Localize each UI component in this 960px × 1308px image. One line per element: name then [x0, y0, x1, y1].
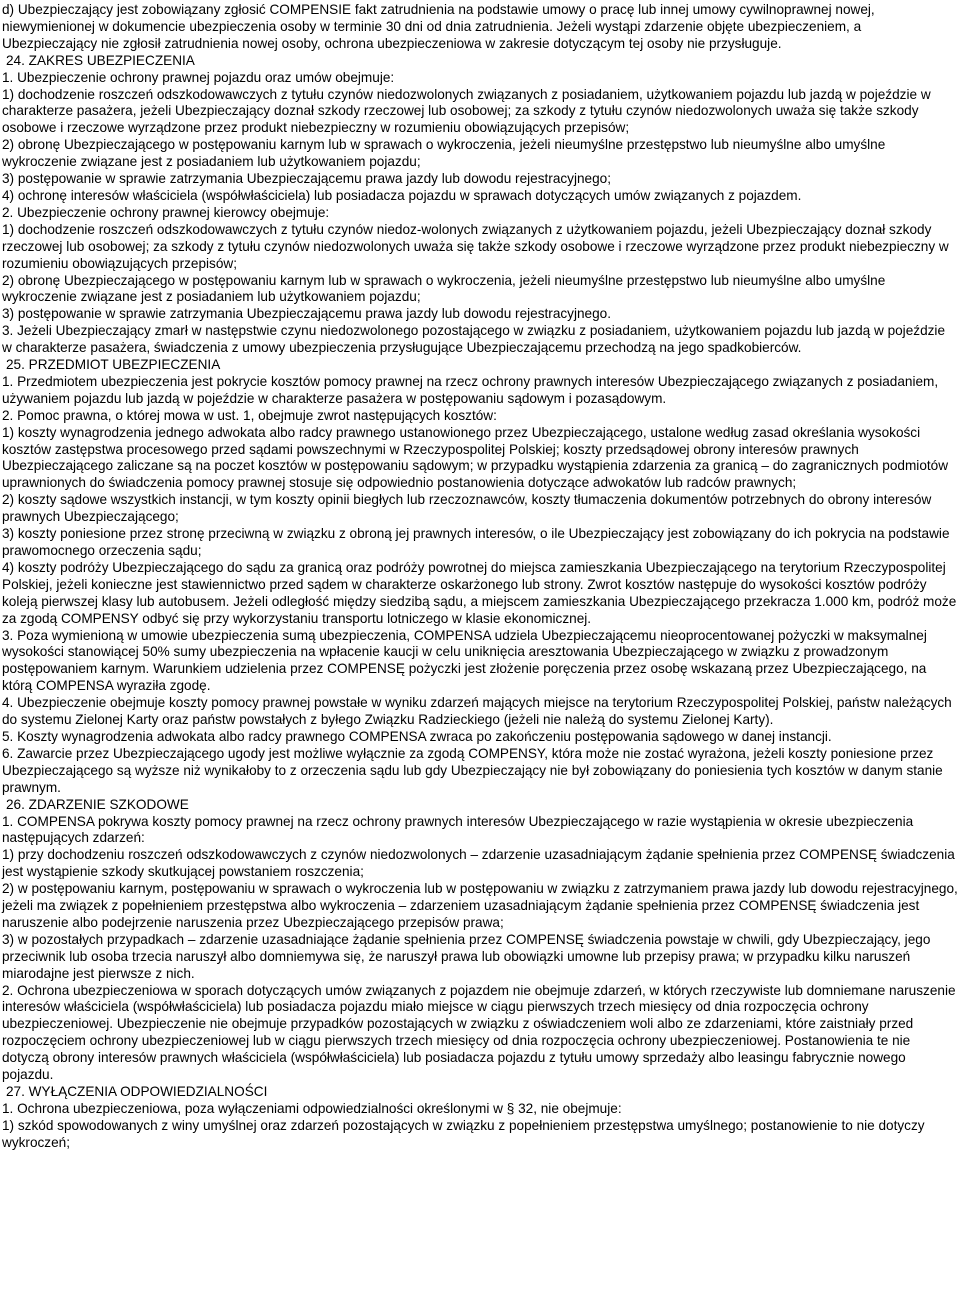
paragraph: 1) dochodzenie roszczeń odszkodowawczych z tytułu czynów niedoz-wolonych związanych z użytkowaniem pojazdu, jeżeli Ubezpieczający doznał szkody rzeczowej lub osobowej; za szkody z tytułu czynów niedozwolonych uważa się także szkody osobowe i rzeczowe wyrządzone przez produkt niebezpieczny w rozumieniu obowiązujących przepisów;	[2, 221, 949, 271]
paragraph: 1) szkód spowodowanych z winy umyślnej oraz zdarzeń pozostających w związku z popełnieniem przestępstwa umyślnego; postanowienie to nie dotyczy wykroczeń;	[2, 1117, 925, 1150]
paragraph: 2) w postępowaniu karnym, postępowaniu w sprawach o wykroczenia lub w postępowaniu w związku z zatrzymaniem prawa jazdy lub dowodu rejestracyjnego, jeżeli ma związek z popełnieniem przestępstwa albo wykroczenia – zdarzeniem uzasadniającym żądanie spełnienia przez COMPENSĘ świadczenia jest naruszenie albo podejrzenie naruszenia przez Ubezpieczającego przepisów prawa;	[2, 881, 958, 930]
section-heading-text: 26. ZDARZENIE SZKODOWE	[6, 796, 189, 812]
paragraph: 3. Jeżeli Ubezpieczający zmarł w następstwie czynu niedozwolonego pozostającego w związku z posiadaniem, użytkowaniem pojazdu lub jazdą w pojeździe w charakterze pasażera, świadczenia z umowy ubezpieczenia przysługujące Ubezpieczającemu przechodzą na jego spadkobierców.	[2, 323, 945, 356]
paragraph: 2) koszty sądowe wszystkich instancji, w tym koszty opinii biegłych lub rzeczoznawców, koszty tłumaczenia dokumentów potrzebnych do obrony interesów prawnych Ubezpieczającego;	[2, 492, 932, 525]
section-heading-text: 24. ZAKRES UBEZPIECZENIA	[6, 52, 195, 68]
paragraph: 3) koszty poniesione przez stronę przeciwną w związku z obroną jej prawnych interesów, o ile Ubezpieczający jest zobowiązany do ich pokrycia na podstawie prawomocnego orzeczenia sądu;	[2, 526, 950, 558]
paragraph: 6. Zawarcie przez Ubezpieczającego ugody jest możliwe wyłącznie za zgodą COMPENSY, która może nie zostać wyrażona, jeżeli koszty poniesione przez Ubezpieczającego są wyższe niż wynikałoby to z orzeczenia sądu lub gdy Ubezpieczający nie był zobowiązany do poniesienia tych kosztów w danym stanie prawnym.	[2, 745, 943, 795]
paragraph: 1. Ubezpieczenie ochrony prawnej pojazdu oraz umów obejmuje:	[2, 69, 395, 85]
paragraph: 1. Przedmiotem ubezpieczenia jest pokrycie kosztów pomocy prawnej na rzecz ochrony prawnych interesów Ubezpieczającego związanych z posiadaniem, używaniem pojazdu lub jazdą w pojeździe w charakterze pasażera w postępowaniu sądowym i pozasądowym.	[2, 373, 939, 406]
intro-paragraph: d) Ubezpieczający jest zobowiązany zgłosić COMPENSIE fakt zatrudnienia na podstawie umowy o pracę lub innej umowy cywilnoprawnej nowej, niewymienionej w dokumencie ubezpieczenia osoby w terminie 30 dni od dnia zatrudnienia. Jeżeli wystąpi zdarzenie objęte ubezpieczeniem, a Ubezpieczający nie zgłosił zatrudnienia nowej osoby, ochrona ubezpieczeniowa w zakresie dotyczącym tej osoby nie przysługuje.	[2, 2, 875, 51]
paragraph: 1. Ochrona ubezpieczeniowa, poza wyłączeniami odpowiedzialności określonymi w § 32, nie obejmuje:	[2, 1100, 622, 1116]
section-heading	[2, 357, 958, 374]
paragraph: 1) przy dochodzeniu roszczeń odszkodowawczych z czynów niedozwolonych – zdarzenie uzasadniającym żądanie spełnienia przez COMPENSĘ świadczenia jest wystąpienie szkody skutkującej powstaniem roszczenia;	[2, 847, 955, 880]
paragraph: 5. Koszty wynagrodzenia adwokata albo radcy prawnego COMPENSA zwraca po zakończeniu postępowania sądowego w danej instancji.	[2, 728, 832, 744]
section-heading	[2, 1084, 958, 1101]
section-26	[2, 797, 958, 1084]
paragraph: 2) obronę Ubezpieczającego w postępowaniu karnym lub w sprawach o wykroczenia, jeżeli nieumyślne przestępstwo lub nieumyślne albo umyślne wykroczenie związane jest z posiadaniem lub użytkowaniem pojazdu;	[2, 272, 886, 305]
paragraph: 2. Ubezpieczenie ochrony prawnej kierowcy obejmuje:	[2, 204, 330, 220]
paragraph: 2. Pomoc prawna, o której mowa w ust. 1, obejmuje zwrot następujących kosztów:	[2, 407, 497, 423]
section-27	[2, 1084, 958, 1152]
paragraph: 3) w pozostałych przypadkach – zdarzenie uzasadniające żądanie spełnienia przez COMPENSĘ świadczenia powstaje w chwili, gdy Ubezpieczający, jego przeciwnik lub osoba trzecia naruszył albo domniemywa się, że naruszył prawa lub obowiązki umowne lub przepisy prawa; w przypadku kilku naruszeń miarodajne jest pierwsze z nich.	[2, 931, 931, 981]
paragraph: 4) koszty podróży Ubezpieczającego do sądu za granicą oraz podróży powrotnej do miejsca zamieszkania Ubezpieczającego na terytorium Rzeczypospolitej Polskiej, jeżeli konieczne jest stawiennictwo przed sądem w charakterze oskarżonego lub strony. Zwrot kosztów następuje do wysokości kosztów podróży koleją pierwszej klasy lub autobusem. Jeżeli odległość między siedzibą sądu, a miejscem zamieszkania Ubezpieczającego przekracza 1.000 km, podróż może za zgodą COMPENSY odbyć się przy wykorzystaniu transportu lotniczego w klasie ekonomicznej.	[2, 559, 957, 626]
section-heading-text: 25. PRZEDMIOT UBEZPIECZENIA	[6, 357, 221, 373]
section-heading	[2, 797, 958, 814]
paragraph: 1) koszty wynagrodzenia jednego adwokata albo radcy prawnego ustanowionego przez Ubezpieczającego, ustalone według zasad określania wysokości kosztów zastępstwa procesowego przed sądami powszechnymi w Rzeczypospolitej Polskiej; koszty przedsądowej obrony interesów prawnych Ubezpieczającego zaliczane są na poczet kosztów w postępowaniu sądowym; w przypadku wystąpienia zdarzenia za granicą – do zagranicznych podmiotów uprawnionych do świadczenia pomocy prawnej stosuje się odpowiednio postanowienia dotyczące adwokatów lub radców prawnych;	[2, 424, 949, 491]
paragraph: 1. COMPENSA pokrywa koszty pomocy prawnej na rzecz ochrony prawnych interesów Ubezpieczającego w razie wystąpienia w okresie ubezpieczenia następujących zdarzeń:	[2, 813, 914, 846]
paragraph: 3) postępowanie w sprawie zatrzymania Ubezpieczającemu prawa jazdy lub dowodu rejestracyjnego.	[2, 306, 612, 322]
paragraph: 2) obronę Ubezpieczającego w postępowaniu karnym lub w sprawach o wykroczenia, jeżeli nieumyślne przestępstwo lub nieumyślne albo umyślne wykroczenie związane jest z posiadaniem lub użytkowaniem pojazdu;	[2, 137, 886, 170]
paragraph: 2. Ochrona ubezpieczeniowa w sporach dotyczących umów związanych z pojazdem nie obejmuje zdarzeń, w których rzeczywiste lub domniemane naruszenie interesów właściciela (współwłaściciela) lub posiadacza pojazdu miało miejsce w ciągu pierwszych trzech miesięcy od dnia rozpoczęcia ochrony ubezpieczeniowej. Ubezpieczenie nie obejmuje przypadków pozostających w związku z oświadczeniem woli albo ze zdarzeniami, które zaistniały przed rozpoczęciem ochrony ubezpieczeniowej lub w ciągu pierwszych trzech miesięcy od dnia rozpoczęcia ochrony ubezpieczeniowej. Postanowienia te nie dotyczą obrony interesów prawnych właściciela (współwłaściciela) lub posiadacza pojazdu z tytułu umowy sprzedaży albo leasingu fabrycznie nowego pojazdu.	[2, 982, 956, 1083]
paragraph: 1) dochodzenie roszczeń odszkodowawczych z tytułu czynów niedozwolonych związanych z posiadaniem, użytkowaniem pojazdu lub jazdą w pojeździe w charakterze pasażera, jeżeli Ubezpieczający doznał szkody rzeczowej lub osobowej; za szkody z tytułu czynów niedozwolonych uważa się także szkody osobowe i rzeczowe wyrządzone przez produkt niebezpieczny w rozumieniu obowiązujących przepisów;	[2, 86, 931, 136]
section-heading-text: 27. WYŁĄCZENIA ODPOWIEDZIALNOŚCI	[6, 1084, 268, 1099]
section-25	[2, 357, 958, 797]
document-page	[2, 2, 958, 1152]
paragraph: 3. Poza wymienioną w umowie ubezpieczenia sumą ubezpieczenia, COMPENSA udziela Ubezpieczającemu nieoprocentowanej pożyczki w maksymalnej wysokości stanowiącej 50% sumy ubezpieczenia na wpłacenie kaucji w celu uniknięcia aresztowania Ubezpieczającego w związku z prowadzonym postępowaniem karnym. Warunkiem udzielenia przez COMPENSĘ pożyczki jest złożenie poręczenia przez osobę wskazaną przez Ubezpieczającego, na którą COMPENSA wyraziła zgodę.	[2, 627, 927, 694]
paragraph: 4) ochronę interesów właściciela (współwłaściciela) lub posiadacza pojazdu w sprawach dotyczących umów związanych z pojazdem.	[2, 187, 802, 203]
paragraph: 3) postępowanie w sprawie zatrzymania Ubezpieczającemu prawa jazdy lub dowodu rejestracyjnego;	[2, 171, 612, 187]
section-24	[2, 53, 958, 357]
paragraph: 4. Ubezpieczenie obejmuje koszty pomocy prawnej powstałe w wyniku zdarzeń mających miejsce na terytorium Rzeczypospolitej Polskiej, państw należących do systemu Zielonej Karty oraz państw powstałych z byłego Związku Radzieckiego (jeżeli nie należą do systemu Zielonej Karty).	[2, 695, 952, 728]
section-heading	[2, 53, 958, 70]
